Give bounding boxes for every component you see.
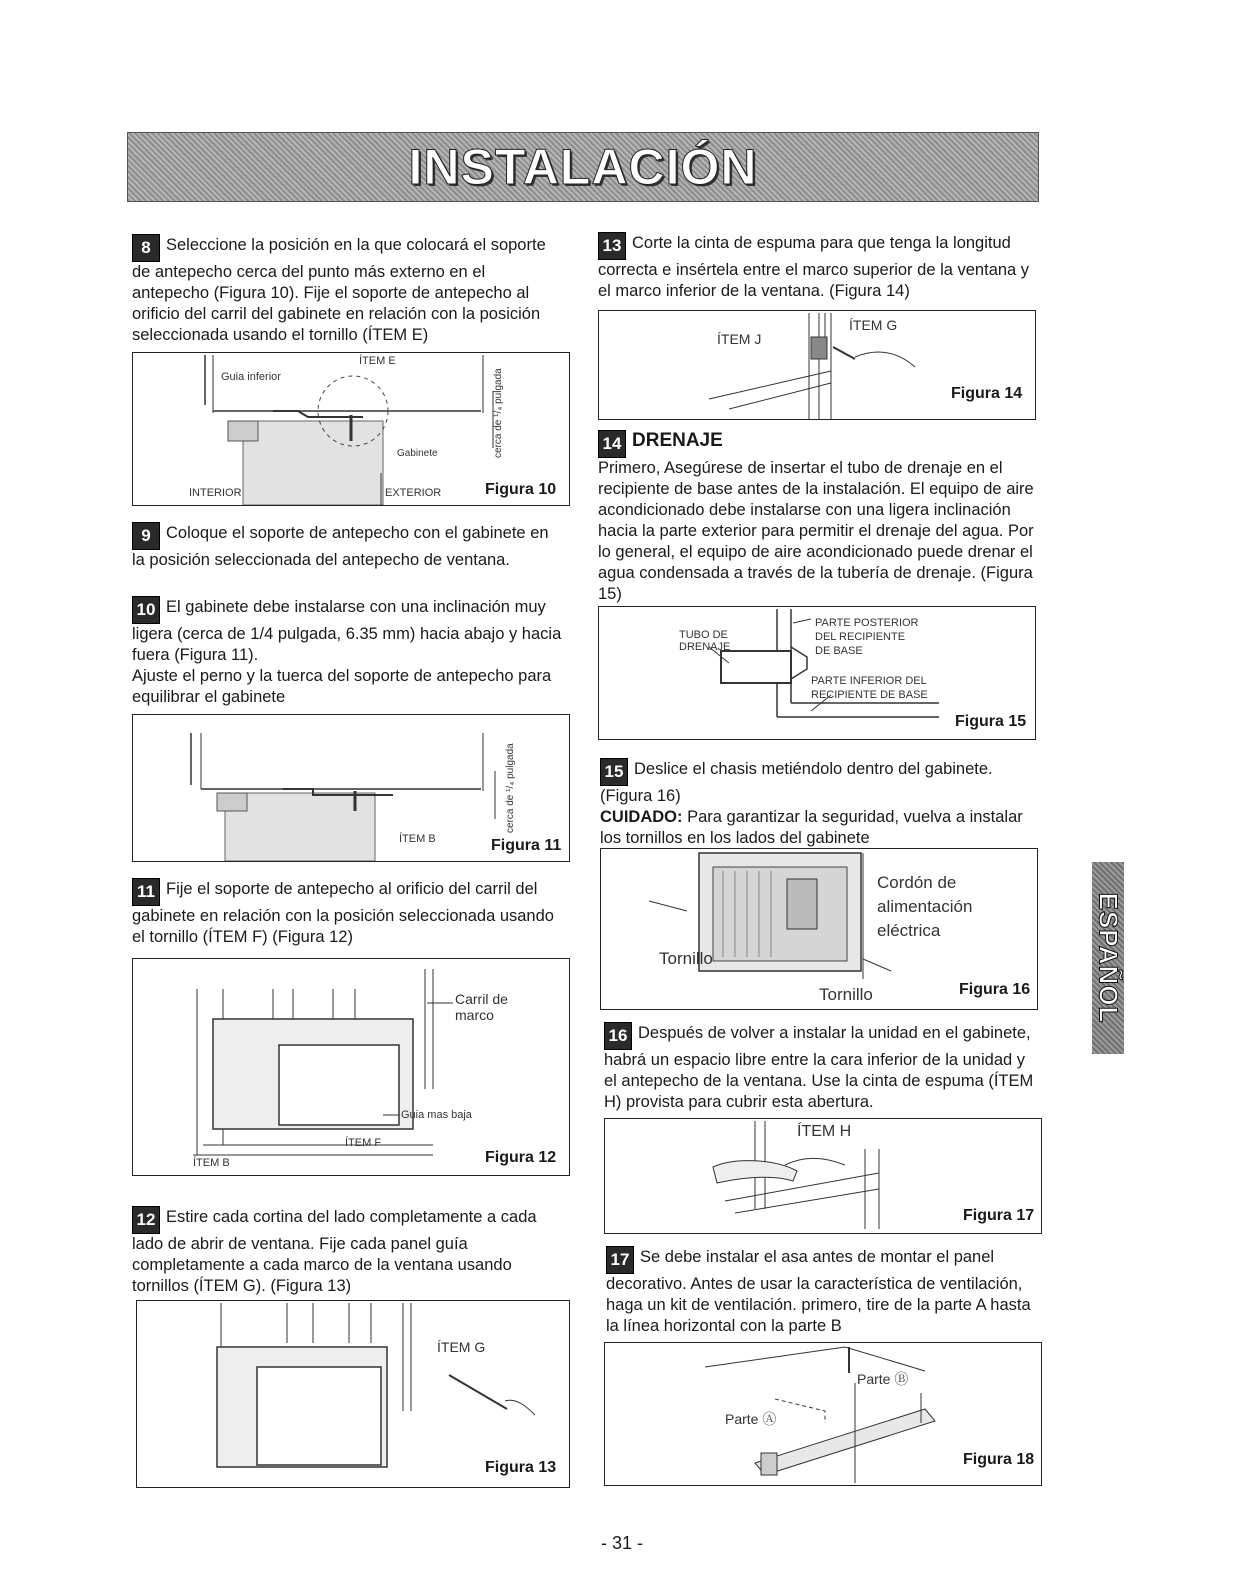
step-number: 11	[132, 878, 160, 906]
label-item-f: ÍTEM F	[345, 1137, 382, 1149]
label-tubo-1: TUBO DE	[679, 629, 728, 641]
caution-label: CUIDADO:	[600, 808, 683, 826]
figure-caption: Figura 14	[951, 385, 1023, 402]
label-cerca: cerca de ¹/₄ pulgada	[493, 368, 504, 458]
figure-caption: Figura 15	[955, 713, 1027, 730]
label-item-b: ÍTEM B	[399, 833, 436, 845]
step-15	[600, 758, 1036, 849]
label-posterior-2: DEL RECIPIENTE	[815, 631, 906, 643]
step-number: 14	[598, 430, 626, 458]
label-guia-mas-baja: Guia mas baja	[401, 1109, 472, 1121]
label-posterior-3: DE BASE	[815, 645, 863, 657]
step-text: El gabinete debe instalarse con una inclinación muy ligera (cerca de 1/4 pulgada, 6.35 mm) hacia abajo y hacia fuera (Figura 11).	[132, 598, 562, 664]
step-10	[132, 596, 564, 708]
label-parte-b: Parte Ⓑ	[857, 1371, 909, 1387]
label-cordon-1: Cordón de	[877, 873, 957, 892]
label-gabinete: Gabinete	[397, 448, 438, 459]
figure-caption: Figura 12	[485, 1149, 557, 1166]
label-item-b: ÍTEM B	[193, 1157, 230, 1169]
step-number: 9	[132, 522, 160, 550]
figure-10	[132, 352, 570, 506]
figure-caption: Figura 13	[485, 1459, 557, 1476]
language-tab	[1092, 862, 1124, 1054]
label-item-e: ÍTEM E	[359, 355, 396, 367]
label-parte-a: Parte Ⓐ	[725, 1411, 777, 1427]
step-number: 13	[598, 232, 626, 260]
label-marco: marco	[455, 1007, 494, 1023]
label-inferior-1: PARTE INFERIOR DEL	[811, 675, 927, 687]
label-cordon-2: alimentación	[877, 897, 973, 916]
figure-18	[604, 1342, 1042, 1486]
figure-16	[600, 848, 1038, 1010]
step-number: 10	[132, 596, 160, 624]
step-17	[606, 1246, 1042, 1337]
page-number: - 31 -	[600, 1533, 643, 1553]
step-11	[132, 878, 564, 948]
step-text: Se debe instalar el asa antes de montar el panel decorativo. Antes de usar la característica de ventilación, haga un kit de ventilación. primero, tire de la parte A hasta la línea horizontal con la parte B	[606, 1248, 1031, 1335]
step-text: Fije el soporte de antepecho al orificio del carril del gabinete en relación con la posición seleccionada usando el tornillo (ÍTEM F) (Figura 12)	[132, 880, 554, 946]
step-text: Coloque el soporte de antepecho con el gabinete en la posición seleccionada del antepecho de ventana.	[132, 524, 549, 569]
figure-17	[604, 1118, 1042, 1234]
step-text: Primero, Asegúrese de insertar el tubo de drenaje en el recipiente de base antes de la instalación. El equipo de aire acondicionado debe instalarse con una ligera inclinación hacia la parte exterior para permitir el drenaje del agua. Por lo general, el equipo de aire acondicionado puede drenar el agua condensada a través de la tubería de drenaje. (Figura 15)	[598, 459, 1034, 603]
step-14	[598, 430, 1034, 605]
step-9	[132, 522, 564, 571]
label-item-g: ÍTEM G	[849, 317, 898, 333]
figure-14	[598, 310, 1036, 420]
header-banner	[127, 132, 1039, 202]
step-12	[132, 1206, 564, 1297]
step-16	[604, 1022, 1036, 1113]
step-number: 17	[606, 1246, 634, 1274]
step-8	[132, 234, 562, 346]
step-text: Seleccione la posición en la que colocará el soporte de antepecho cerca del punto más externo en el antepecho (Figura 10). Fije el soporte de antepecho al orificio del carril del gabinete en relación con la posición seleccionada usando el tornillo (ÍTEM E)	[132, 236, 546, 344]
step-number: 12	[132, 1206, 160, 1234]
label-exterior: EXTERIOR	[385, 487, 442, 499]
label-posterior-1: PARTE POSTERIOR	[815, 617, 919, 629]
language-tab-label: ESPAÑOL	[1093, 892, 1124, 1024]
step-number: 16	[604, 1022, 632, 1050]
label-item-j: ÍTEM J	[717, 331, 762, 347]
label-tornillo-left: Tornillo	[659, 949, 713, 968]
figure-12	[132, 958, 570, 1176]
label-tornillo-right: Tornillo	[819, 985, 873, 1004]
label-carril: Carril de	[455, 991, 508, 1007]
label-interior: INTERIOR	[189, 487, 242, 499]
figure-13	[136, 1300, 570, 1488]
label-item-h: ÍTEM H	[797, 1123, 852, 1140]
figure-15	[598, 606, 1036, 740]
label-tubo-2: DRENAJE	[679, 641, 731, 653]
figure-11	[132, 714, 570, 862]
label-guia-inferior: Guia inferior	[221, 371, 281, 383]
label-cordon-3: eléctrica	[877, 921, 941, 940]
step-text: Corte la cinta de espuma para que tenga la longitud correcta e insértela entre el marco superior de la ventana y el marco inferior de la ventana. (Figura 14)	[598, 234, 1030, 300]
label-inferior-2: RECIPIENTE DE BASE	[811, 689, 928, 701]
figure-caption: Figura 11	[491, 837, 562, 854]
section-heading: DRENAJE	[632, 430, 723, 451]
step-text: Deslice el chasis metiéndolo dentro del gabinete. (Figura 16)	[600, 760, 993, 805]
step-number: 15	[600, 758, 628, 786]
step-number: 8	[132, 234, 160, 262]
caution-text: Para garantizar la seguridad, vuelva a instalar los tornillos en los lados del gabinete	[600, 808, 1023, 847]
figure-caption: Figura 17	[963, 1207, 1035, 1224]
figure-caption: Figura 16	[959, 981, 1031, 998]
label-item-g: ÍTEM G	[437, 1339, 486, 1355]
label-cerca: cerca de ¹/₄ pulgada	[505, 743, 516, 833]
step-text-2: Ajuste el perno y la tuerca del soporte de antepecho para equilibrar el gabinete	[132, 667, 552, 706]
step-text: Después de volver a instalar la unidad en el gabinete, habrá un espacio libre entre la cara inferior de la unidad y el antepecho de la ventana. Use la cinta de espuma (ÍTEM H) provista para cubrir esta abertura.	[604, 1024, 1034, 1111]
figure-caption: Figura 10	[485, 481, 557, 498]
page-title: INSTALACIÓN	[408, 139, 758, 195]
step-13	[598, 232, 1034, 302]
step-text: Estire cada cortina del lado completamente a cada lado de abrir de ventana. Fije cada panel guía completamente a cada marco de la ventana usando tornillos (ÍTEM G). (Figura 13)	[132, 1208, 537, 1295]
figure-caption: Figura 18	[963, 1451, 1035, 1468]
